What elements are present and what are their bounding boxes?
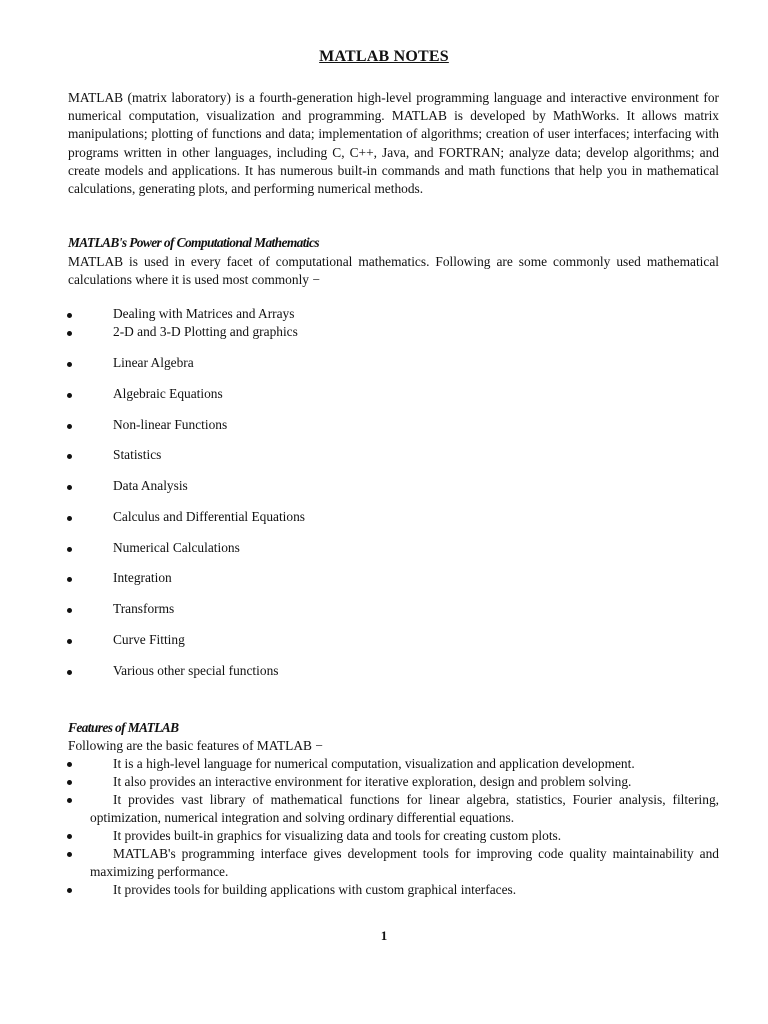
bullet-icon (67, 577, 72, 582)
list-item-text: Linear Algebra (113, 355, 194, 370)
list-item-text: It provides tools for building applications with custom graphical interfaces. (113, 882, 517, 897)
bullet-icon (67, 424, 72, 429)
bullet-icon (67, 888, 72, 893)
list-item-text: Algebraic Equations (113, 386, 223, 401)
list-item-text: Statistics (113, 447, 162, 462)
list-item (0, 632, 768, 650)
bullet-icon (67, 639, 72, 644)
bullet-icon (67, 834, 72, 839)
list-item (0, 324, 768, 342)
list-item-text: Non-linear Functions (113, 417, 228, 432)
list-item-text: Numerical Calculations (113, 540, 240, 555)
bullet-icon (67, 362, 72, 367)
list-item-text: Various other special functions (113, 663, 279, 678)
list-item (0, 386, 768, 404)
bullet-icon (67, 608, 72, 613)
bullet-icon (67, 670, 72, 675)
bullet-icon (67, 547, 72, 552)
list-item-text: It provides built-in graphics for visualizing data and tools for creating custom plots. (113, 828, 562, 843)
bullet-icon (67, 313, 72, 318)
intro-paragraph: MATLAB (matrix laboratory) is a fourth-generation high-level programming language and interactive environment for numerical computation, visualization and programming. MATLAB is developed by MathWorks. It allows matrix manipulations; plotting of functions and data; implementation of algorithms; creation of user interfaces; interfacing with programs written in other languages, including C, C++, Java, and FORTRAN; analyze data; develop algorithms; and create models and applications. It has numerous built-in commands and math functions that help you in mathematical calculations, generating plots, and performing numerical methods. (68, 90, 719, 197)
list-item (0, 417, 768, 435)
list-item (0, 540, 768, 558)
list-item-text: 2-D and 3-D Plotting and graphics (113, 324, 298, 339)
page-number: 1 (380, 928, 388, 943)
bullet-icon (67, 485, 72, 490)
section-heading-features: Features of MATLAB (68, 720, 179, 735)
bullet-icon (67, 516, 72, 521)
list-item-text: Curve Fitting (113, 632, 185, 647)
list-item (0, 478, 768, 496)
bullet-icon (67, 393, 72, 398)
list-item (0, 306, 768, 324)
list-item-text: It provides vast library of mathematical functions for linear algebra, statistics, Fourier analysis, filtering, optimization, numerical integration and solving ordinary differential equations. (90, 792, 719, 825)
bullet-icon (67, 762, 72, 767)
bullet-icon (67, 852, 72, 857)
list-item (0, 355, 768, 373)
list-item-text: It also provides an interactive environment for iterative exploration, design and problem solving. (113, 774, 632, 789)
page-title: MATLAB NOTES (319, 48, 449, 65)
section-heading-computational-math: MATLAB's Power of Computational Mathematics (68, 235, 319, 250)
list-item-text: Calculus and Differential Equations (113, 509, 306, 524)
list-item (0, 663, 768, 681)
list-item-text: Transforms (113, 601, 175, 616)
list-item (0, 570, 768, 588)
bullet-icon (67, 780, 72, 785)
list-item-text: Data Analysis (113, 478, 188, 493)
bullet-icon (67, 454, 72, 459)
list-item (0, 601, 768, 619)
section-paragraph-computational-math: MATLAB is used in every facet of computational mathematics. Following are some commonly used mathematical calculations where it is used most commonly − (68, 254, 719, 287)
list-item-text: Dealing with Matrices and Arrays (113, 306, 295, 321)
list-item-text: Integration (113, 570, 172, 585)
list-item (0, 447, 768, 465)
list-item-text: It is a high-level language for numerical computation, visualization and application development. (113, 756, 635, 771)
list-item (0, 509, 768, 527)
list-item-text: MATLAB's programming interface gives development tools for improving code quality maintainability and maximizing performance. (90, 846, 719, 879)
section-paragraph-features: Following are the basic features of MATLAB − (68, 738, 323, 753)
bullet-icon (67, 798, 72, 803)
bullet-icon (67, 331, 72, 336)
